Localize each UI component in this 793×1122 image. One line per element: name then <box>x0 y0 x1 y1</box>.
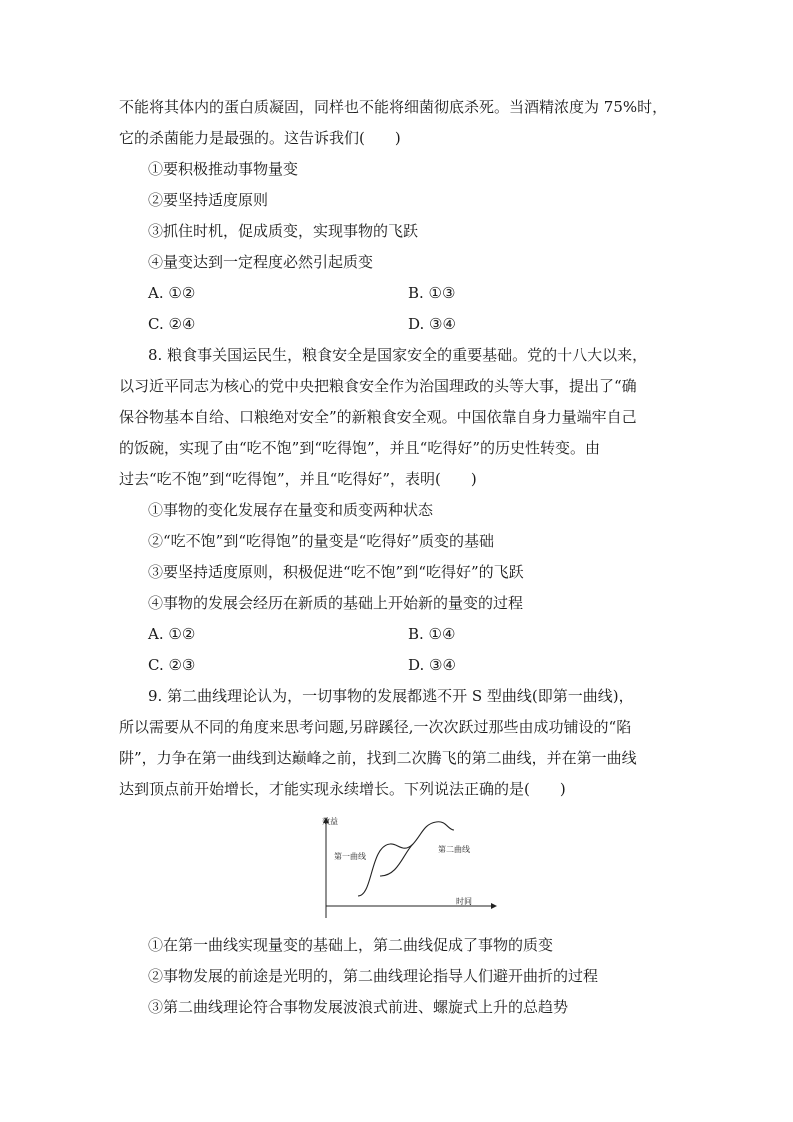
q7-statement-4: ④量变达到一定程度必然引起质变 <box>148 253 374 271</box>
q7-option-c[interactable]: C. ②④ <box>148 315 196 333</box>
q9-statement-3: ③第二曲线理论符合事物发展波浪式前进、螺旋式上升的总趋势 <box>148 998 569 1016</box>
q8-option-b[interactable]: B. ①④ <box>408 625 456 643</box>
q8-option-c[interactable]: C. ②③ <box>148 656 196 674</box>
q9-stem-line-1: 9. 第二曲线理论认为，一切事物的发展都逃不开 S 型曲线(即第一曲线)， <box>148 687 634 705</box>
y-axis-label: 效益 <box>322 817 338 826</box>
q8-statement-2: ②“吃不饱”到“吃得饱”的量变是“吃得好”质变的基础 <box>148 532 495 550</box>
q8-statement-1: ①事物的变化发展存在量变和质变两种状态 <box>148 501 434 519</box>
q8-option-d[interactable]: D. ③④ <box>408 656 456 674</box>
q9-statement-1: ①在第一曲线实现量变的基础上，第二曲线促成了事物的质变 <box>148 936 554 954</box>
q9-stem-line-2: 所以需要从不同的角度来思考问题,另辟蹊径,一次次跃过那些由成功铺设的“陷 <box>119 718 632 736</box>
curve2-label: 第二曲线 <box>438 845 470 854</box>
q8-statement-3: ③要坚持适度原则，积极促进“吃不饱”到“吃得好”的飞跃 <box>148 563 524 581</box>
q8-option-a[interactable]: A. ①② <box>148 625 196 643</box>
q7-statement-1: ①要积极推动事物量变 <box>148 160 299 178</box>
q9-stem-line-3: 阱”，力争在第一曲线到达巅峰之前，找到二次腾飞的第二曲线，并在第一曲线 <box>119 749 637 767</box>
q7-option-d[interactable]: D. ③④ <box>408 315 456 333</box>
q7-option-a[interactable]: A. ①② <box>148 284 196 302</box>
q7-option-b[interactable]: B. ①③ <box>408 284 456 302</box>
q7-statement-3: ③抓住时机，促成质变，实现事物的飞跃 <box>148 222 419 240</box>
q9-stem-line-4: 达到顶点前开始增长，才能实现永续增长。下列说法正确的是( ) <box>119 780 566 798</box>
q8-stem-line-1: 8. 粮食事关国运民生，粮食安全是国家安全的重要基础。党的十八大以来， <box>148 346 648 364</box>
q8-statement-4: ④事物的发展会经历在新质的基础上开始新的量变的过程 <box>148 594 524 612</box>
q8-stem-line-4: 的饭碗，实现了由“吃不饱”到“吃得饱”，并且“吃得好”的历史性转变。由 <box>119 439 601 457</box>
q7-text-line-2: 它的杀菌能力是最强的。这告诉我们( ) <box>119 129 401 147</box>
q9-statement-2: ②事物发展的前途是光明的，第二曲线理论指导人们避开曲折的过程 <box>148 967 599 985</box>
curve1-label: 第一曲线 <box>334 852 366 861</box>
first-curve <box>358 844 413 896</box>
curve-diagram <box>318 814 498 920</box>
q7-statement-2: ②要坚持适度原则 <box>148 191 269 209</box>
x-axis-label: 时间 <box>456 897 472 906</box>
second-curve-figure <box>318 814 498 920</box>
q8-stem-line-2: 以习近平同志为核心的党中央把粮食安全作为治国理政的头等大事，提出了“确 <box>119 377 637 395</box>
q8-stem-line-3: 保谷物基本自给、口粮绝对安全”的新粮食安全观。中国依靠自身力量端牢自己 <box>119 408 637 426</box>
q7-text-line-1: 不能将其体内的蛋白质凝固，同样也不能将细菌彻底杀死。当酒精浓度为 75%时， <box>119 98 668 116</box>
q8-stem-line-5: 过去“吃不饱”到“吃得饱”，并且“吃得好”，表明( ) <box>119 470 477 488</box>
